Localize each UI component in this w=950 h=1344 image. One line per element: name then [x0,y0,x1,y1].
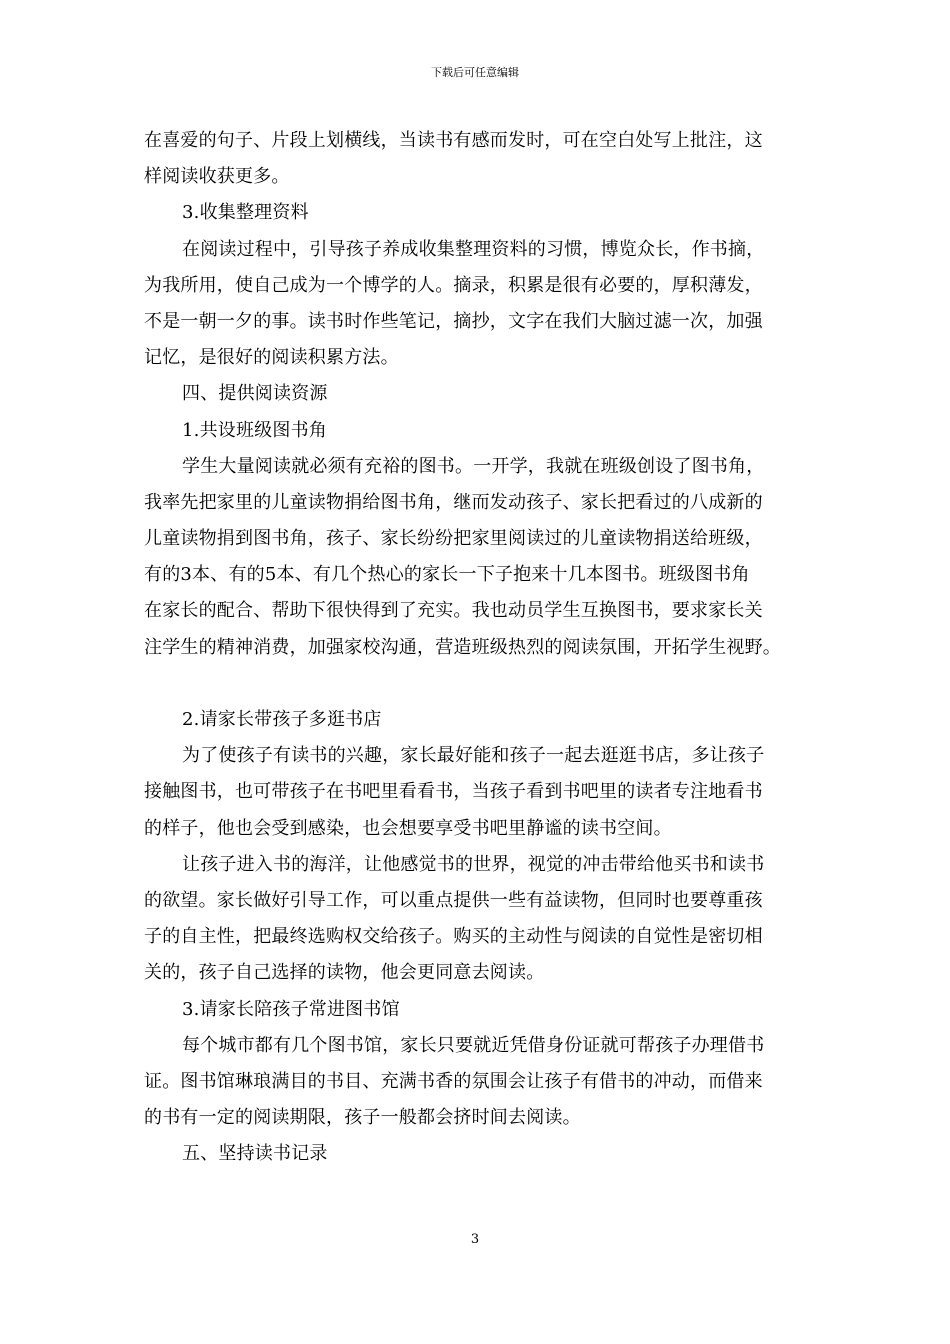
body-line: 在阅读过程中，引导孩子养成收集整理资料的习惯，博览众长，作书摘， [182,238,765,260]
body-line: 有的3本、有的5本、有几个热心的家长一下子抱来十几本图书。班级图书角 [144,564,750,586]
body-line: 在喜爱的句子、片段上划横线，当读书有感而发时，可在空白处写上批注，这 [144,130,763,151]
body-line: 的样子，他也会受到感染，也会想要享受书吧里静谧的读书空间。 [144,817,672,839]
subsection-heading: 3.收集整理资料 [182,202,309,224]
page-number: 3 [470,1232,480,1247]
body-line: 为我所用，使自己成为一个博学的人。摘录，积累是很有必要的，厚积薄发， [144,274,763,296]
subsection-heading: 1.共设班级图书角 [182,419,327,441]
subsection-heading: 3.请家长陪孩子常进图书馆 [182,998,400,1020]
subsection-heading: 2.请家长带孩子多逛书店 [182,709,382,730]
section-heading: 五、坚持读书记录 [182,1143,328,1165]
body-line: 关的，孩子自己选择的读物，他会更同意去阅读。 [144,962,545,984]
body-line: 儿童读物捐到图书角，孩子、家长纷纷把家里阅读过的儿童读物捐送给班级， [144,528,763,550]
body-line: 在家长的配合、帮助下很快得到了充实。我也动员学生互换图书，要求家长关 [144,600,763,622]
body-line: 记忆，是很好的阅读积累方法。 [144,347,399,369]
body-line: 不是一朝一夕的事。读书时作些笔记，摘抄，文字在我们大脑过滤一次，加强 [144,310,763,332]
page-header: 下载后可任意编辑 [431,66,519,79]
body-line: 为了使孩子有读书的兴趣，家长最好能和孩子一起去逛逛书店，多让孩子 [182,745,765,767]
paragraph-gap [144,666,820,702]
body-line: 的书有一定的阅读期限，孩子一般都会挤时间去阅读。 [144,1107,581,1129]
body-line: 我率先把家里的儿童读物捐给图书角，继而发动孩子、家长把看过的八成新的 [144,491,763,513]
section-heading: 四、提供阅读资源 [182,383,328,405]
body-line: 的欲望。家长做好引导工作，可以重点提供一些有益读物，但同时也要尊重孩 [144,889,763,911]
body-line: 注学生的精神消费，加强家校沟通，营造班级热烈的阅读氛围，开拓学生视野。 [144,636,781,658]
body-line: 让孩子进入书的海洋，让他感觉书的世界，视觉的冲击带给他买书和读书 [182,853,765,875]
body-line: 学生大量阅读就必须有充裕的图书。一开学，我就在班级创设了图书角， [182,455,765,477]
body-line: 证。图书馆琳琅满目的书目、充满书香的氛围会让孩子有借书的冲动，而借来 [144,1070,763,1092]
body-line: 接触图书，也可带孩子在书吧里看看书，当孩子看到书吧里的读者专注地看书 [144,781,763,803]
document-body [144,123,820,1172]
body-line: 子的自主性，把最终选购权交给孩子。购买的主动性与阅读的自觉性是密切相 [144,926,763,948]
body-line: 样阅读收获更多。 [144,166,290,188]
body-line: 每个城市都有几个图书馆，家长只要就近凭借身份证就可帮孩子办理借书 [182,1034,765,1056]
